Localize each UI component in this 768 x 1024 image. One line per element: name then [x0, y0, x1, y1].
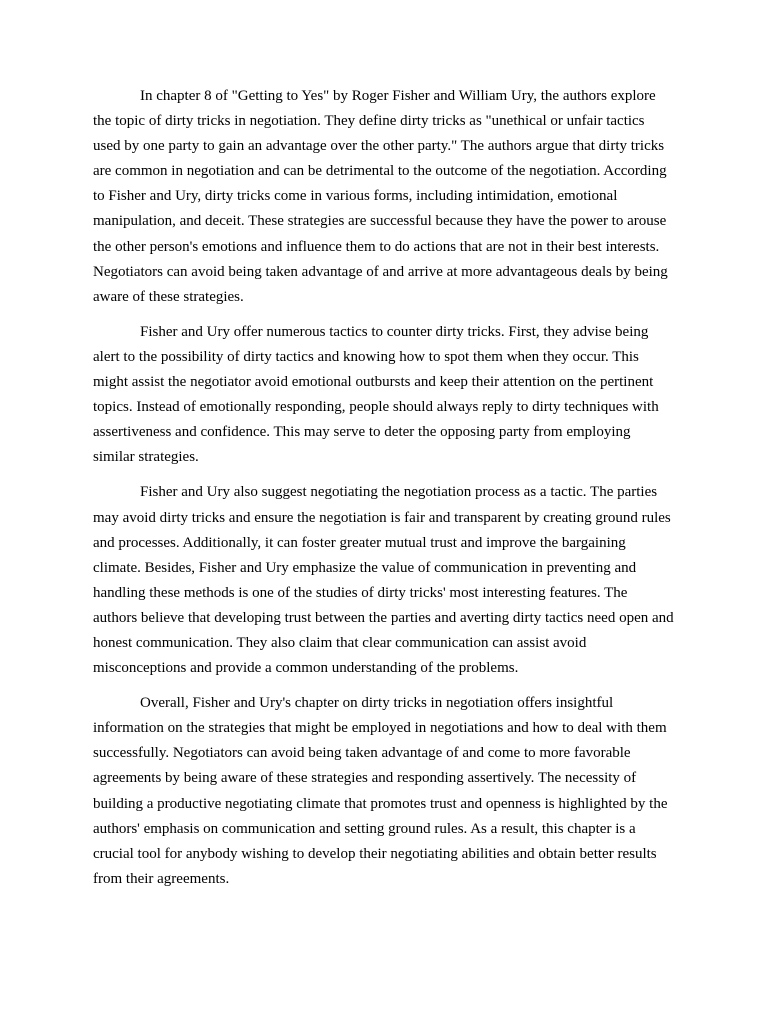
document-body — [93, 84, 675, 902]
paragraph-2: Fisher and Ury offer numerous tactics to counter dirty tricks. First, they advise being alert to the possibility of dirty tactics and knowing how to spot them when they occur. This might assist the negotiator avoid emotional outbursts and keep their attention on the pertinent topics. Instead of emotionally responding, people should always reply to dirty techniques with assertiveness and confidence. This may serve to deter the opposing party from employing similar strategies. — [93, 323, 659, 466]
paragraph-4: Overall, Fisher and Ury's chapter on dirty tricks in negotiation offers insightful information on the strategies that might be employed in negotiations and how to deal with them successfully. Negotiators can avoid being taken advantage of and come to more favorable agreements by being aware of these strategies and responding assertively. The necessity of building a productive negotiating climate that promotes trust and openness is highlighted by the authors' emphasis on communication and setting ground rules. As a result, this chapter is a crucial tool for anybody wishing to develop their negotiating abilities and obtain better results from their agreements. — [93, 695, 668, 887]
paragraph-1: In chapter 8 of "Getting to Yes" by Roger Fisher and William Ury, the authors explore the topic of dirty tricks in negotiation. They define dirty tricks as "unethical or unfair tactics used by one party to gain an advantage over the other party." The authors argue that dirty tricks are common in negotiation and can be detrimental to the outcome of the negotiation. According to Fisher and Ury, dirty tricks come in various forms, including intimidation, emotional manipulation, and deceit. These strategies are successful because they have the power to arouse the other person's emotions and influence them to do actions that are not in their best interests. Negotiators can avoid being taken advantage of and arrive at more advantageous deals by being aware of these strategies. — [93, 88, 668, 305]
paragraph-3: Fisher and Ury also suggest negotiating the negotiation process as a tactic. The parties may avoid dirty tricks and ensure the negotiation is fair and transparent by creating ground rules and processes. Additionally, it can foster greater mutual trust and improve the bargaining climate. Besides, Fisher and Ury emphasize the value of communication in preventing and handling these methods is one of the studies of dirty tricks' most interesting features. The authors believe that developing trust between the parties and averting dirty tactics need open and honest communication. They also claim that clear communication can assist avoid misconceptions and provide a common understanding of the problems. — [93, 484, 674, 677]
